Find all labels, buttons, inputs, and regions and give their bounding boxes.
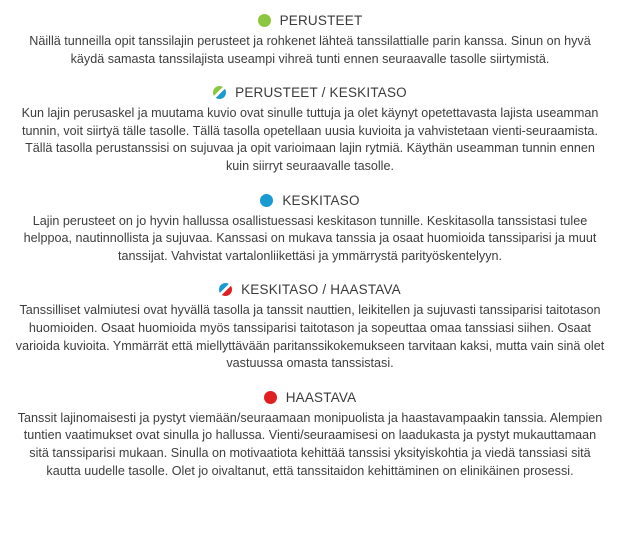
blue-red-split-dot-icon [219, 283, 232, 296]
level-description: Kun lajin perusaskel ja muutama kuvio ovat sinulle tuttuja ja olet käynyt opetettavasta lajista useamman tunnin, voit siirtyä tälle tasolle. Tällä tasolla opetellaan uusia kuvioita ja vahvistetaan vienti-seuraamista. Tällä tasolla perustanssisi on sujuvaa ja opit varioimaan lajin rytmiä. Käythän useamman tunnin ennen kuin siirryt seuraavalle tasolle. [21, 106, 599, 173]
level-section-keskitaso [13, 193, 607, 266]
level-description: Tanssit lajinomaisesti ja pystyt viemään/seuraamaan monipuolista ja haastavampaakin tanssia. Alempien tuntien vaatimukset ovat sinulla jo hallussa. Vienti/seuraamisesi on laadukasta ja pystyt mukauttamaan sitä tanssiparisi mukaan. Sinulla on motivaatiota kehittää tanssisi yksityiskohtia ja viedä tanssiasi sitä kautta uudelle tasolle. Olet jo oivaltanut, että tanssitaidon kehittäminen on elinikäinen prosessi. [17, 410, 603, 478]
level-header [13, 193, 607, 208]
level-section-keskitaso-haastava [13, 282, 607, 372]
blue-level-dot-icon [260, 194, 273, 207]
level-title: PERUSTEET / KESKITASO [235, 85, 407, 101]
level-description: Tanssilliset valmiutesi ovat hyvällä tasolla ja tanssit nauttien, leikitellen ja sujuvasti tanssiparisi taitotason huomioiden. Osaat huomioida myös tanssiparisi taitotason ja sopeuttaa omaa tanssiasi siihen. Osaat varioida kuvioita. Ymmärrät että miellyttävään paritanssikokemukseen tarvitaan kaksi, mutta vain sinä olet vastuussa omasta tanssistasi. [15, 303, 605, 371]
level-header [13, 13, 607, 28]
level-header [13, 390, 607, 405]
level-title: KESKITASO / HAASTAVA [241, 282, 401, 298]
red-level-dot-icon [264, 391, 277, 404]
level-section-haastava [13, 390, 607, 480]
level-section-perusteet-keskitaso [13, 85, 607, 175]
level-section-perusteet [13, 13, 607, 68]
green-level-dot-icon [258, 14, 271, 27]
level-title: HAASTAVA [285, 389, 357, 405]
green-blue-split-dot-icon [213, 86, 226, 99]
level-header [13, 85, 607, 100]
level-description: Näillä tunneilla opit tanssilajin perusteet ja rohkenet lähteä tanssilattialle parin kanssa. Sinun on hyvä käydä samasta tanssilajista useampi vihreä tunti ennen seuraavalle tasolle siirtymistä. [29, 34, 591, 66]
level-title: PERUSTEET [279, 13, 363, 28]
level-header [13, 282, 607, 297]
level-title: KESKITASO [282, 192, 360, 208]
level-description: Lajin perusteet on jo hyvin hallussa osallistuessasi keskitason tunnille. Keskitasolla tanssistasi tulee helppoa, nautinnollista ja sujuvaa. Kanssasi on mukava tanssia ja osaat huomioida tanssiparisi ja muut tanssijat. Vahvistat vartalonliikettäsi ja ymmärrystä parityöskentelyyn. [23, 213, 597, 263]
